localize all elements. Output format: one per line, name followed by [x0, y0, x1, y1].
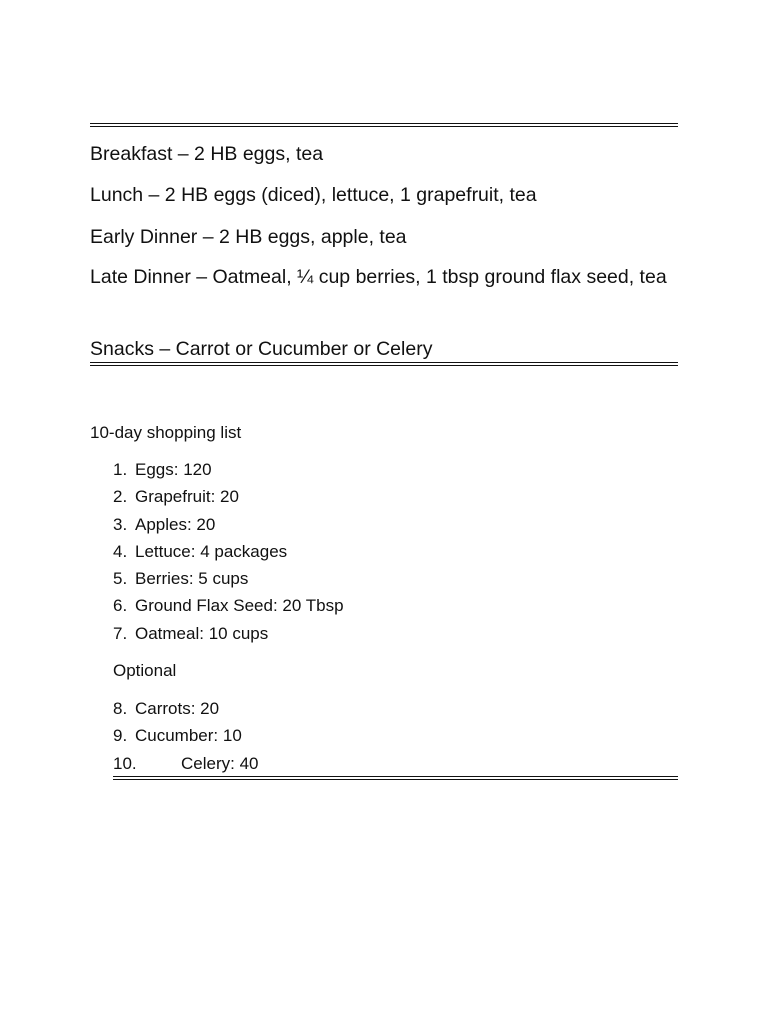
middle-double-rule: [90, 362, 678, 366]
list-item-text: Eggs: 120: [135, 460, 212, 479]
list-item-number: 2.: [113, 487, 128, 506]
meal-breakfast: Breakfast – 2 HB eggs, tea: [90, 143, 324, 165]
list-item: [113, 696, 219, 722]
list-item-text: Ground Flax Seed: 20 Tbsp: [135, 596, 344, 615]
list-item-number: 8.: [113, 699, 128, 718]
bottom-double-rule: [113, 776, 678, 780]
list-item-text: Berries: 5 cups: [135, 569, 249, 588]
list-item: [113, 484, 239, 510]
list-item-text: Cucumber: 10: [135, 726, 242, 745]
list-item-text: Oatmeal: 10 cups: [135, 624, 269, 643]
list-item: [113, 593, 344, 619]
optional-heading: Optional: [113, 661, 177, 680]
list-item-number: 10.: [113, 754, 137, 773]
list-item: [113, 512, 215, 538]
list-item: [113, 621, 268, 647]
list-item-number: 6.: [113, 596, 128, 615]
meal-snacks: Snacks – Carrot or Cucumber or Celery: [90, 338, 433, 360]
list-item-number: 1.: [113, 460, 128, 479]
list-item-number: 7.: [113, 624, 128, 643]
meal-lunch: Lunch – 2 HB eggs (diced), lettuce, 1 grapefruit, tea: [90, 184, 537, 206]
list-item-number: 5.: [113, 569, 128, 588]
shopping-list-heading: 10-day shopping list: [90, 423, 242, 442]
list-item: [113, 723, 242, 749]
list-item: [113, 457, 212, 483]
list-item-text: Lettuce: 4 packages: [135, 542, 288, 561]
meal-early-dinner: Early Dinner – 2 HB eggs, apple, tea: [90, 226, 407, 248]
list-item: [113, 566, 248, 592]
list-item-number: 3.: [113, 515, 128, 534]
list-item-number: 9.: [113, 726, 128, 745]
list-item-number: 4.: [113, 542, 128, 561]
list-item: [113, 539, 287, 565]
top-double-rule: [90, 123, 678, 127]
list-item-text: Carrots: 20: [135, 699, 220, 718]
list-item-text: Apples: 20: [135, 515, 216, 534]
meal-late-dinner: Late Dinner – Oatmeal, ¼ cup berries, 1 tbsp ground flax seed, tea: [90, 266, 667, 288]
list-item-text: Celery: 40: [181, 754, 259, 773]
list-item-text: Grapefruit: 20: [135, 487, 239, 506]
list-item: [113, 751, 258, 777]
